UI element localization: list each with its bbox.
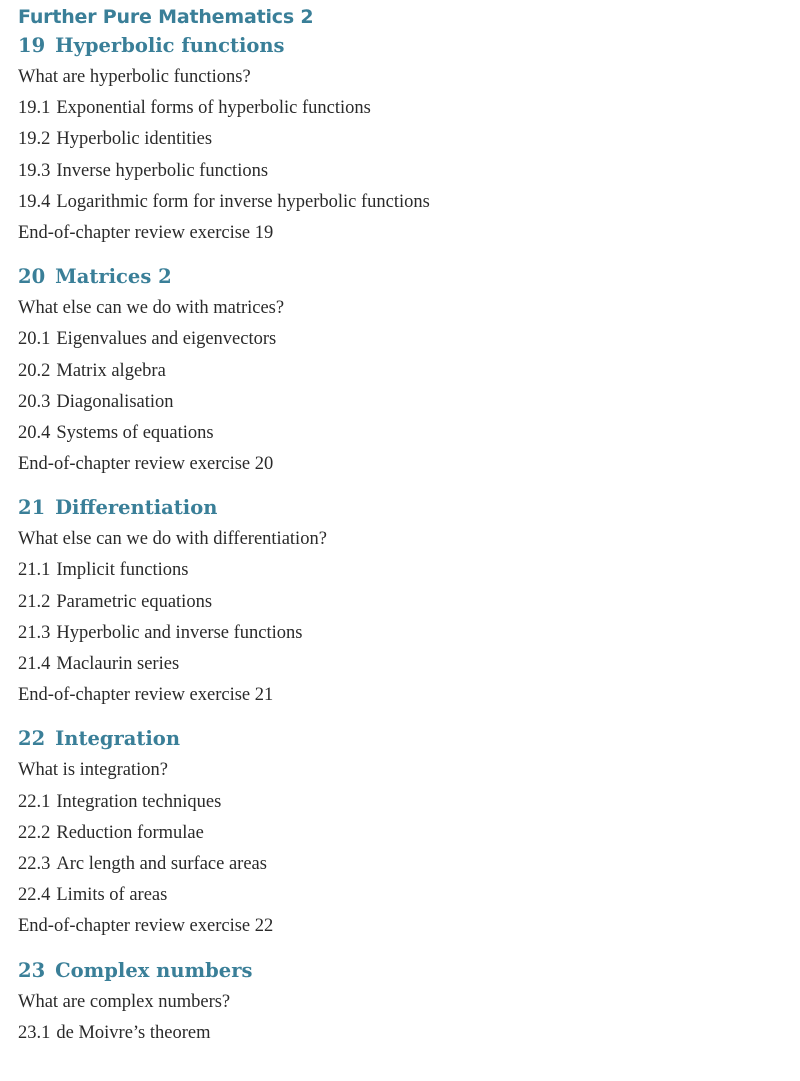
- section-title: Matrix algebra: [56, 360, 166, 381]
- chapter-intro[interactable]: What are complex numbers?: [18, 991, 231, 1012]
- section-entry[interactable]: [18, 1018, 788, 1049]
- chapter-list: [18, 30, 788, 1049]
- section-entry[interactable]: [18, 649, 788, 680]
- section-title: de Moivre’s theorem: [56, 1022, 211, 1043]
- section-title: Arc length and surface areas: [56, 853, 267, 874]
- section-entry[interactable]: [18, 387, 788, 418]
- section-entry[interactable]: [18, 93, 788, 124]
- section-title: Limits of areas: [56, 885, 168, 906]
- chapter-number: 21: [18, 496, 46, 520]
- section-entry[interactable]: [18, 818, 788, 849]
- section-number: 20.4: [18, 422, 51, 443]
- section-number: 20.1: [18, 329, 51, 350]
- section-title: Integration techniques: [56, 791, 222, 812]
- review-exercise[interactable]: End-of-chapter review exercise 21: [18, 685, 274, 706]
- section-title: Exponential forms of hyperbolic functions: [56, 98, 371, 119]
- review-exercise[interactable]: End-of-chapter review exercise 19: [18, 222, 274, 243]
- section-number: 22.2: [18, 822, 51, 843]
- chapter-spacer: [18, 249, 788, 261]
- chapter-heading[interactable]: [18, 492, 788, 524]
- chapter-number: 19: [18, 34, 46, 57]
- chapter-22: [18, 723, 788, 942]
- section-number: 19.4: [18, 191, 51, 212]
- section-title: Hyperbolic and inverse functions: [56, 622, 303, 643]
- section-number: 19.1: [18, 98, 51, 119]
- section-number: 20.3: [18, 391, 51, 412]
- section-number: 22.1: [18, 791, 51, 812]
- chapter-number: 23: [18, 958, 46, 982]
- section-number: 22.4: [18, 885, 51, 906]
- section-title: Eigenvalues and eigenvectors: [56, 329, 277, 350]
- section-entry[interactable]: [18, 618, 788, 649]
- chapter-intro[interactable]: What else can we do with matrices?: [18, 298, 285, 319]
- chapter-number: 22: [18, 727, 46, 751]
- chapter-title: Complex numbers: [55, 958, 253, 982]
- chapter-spacer: [18, 943, 788, 955]
- chapter-heading[interactable]: [18, 723, 788, 755]
- chapter-title: Integration: [55, 727, 180, 751]
- chapter-heading[interactable]: [18, 30, 788, 62]
- chapter-heading[interactable]: [18, 955, 788, 987]
- chapter-spacer: [18, 480, 788, 492]
- section-title: Reduction formulae: [56, 822, 204, 843]
- review-exercise[interactable]: End-of-chapter review exercise 22: [18, 916, 274, 937]
- section-number: 21.3: [18, 622, 51, 643]
- section-entry[interactable]: [18, 880, 788, 911]
- section-entry[interactable]: [18, 555, 788, 586]
- section-entry[interactable]: [18, 587, 788, 618]
- section-number: 21.2: [18, 591, 51, 612]
- chapter-title: Differentiation: [55, 496, 218, 520]
- section-title: Systems of equations: [56, 422, 214, 443]
- chapter-title: Matrices 2: [55, 265, 172, 289]
- section-entry[interactable]: [18, 787, 788, 818]
- chapter-intro[interactable]: What is integration?: [18, 760, 169, 781]
- section-title: Hyperbolic identities: [56, 129, 213, 150]
- chapter-intro[interactable]: What are hyperbolic functions?: [18, 67, 251, 87]
- book-title: Further Pure Mathematics 2: [18, 6, 314, 28]
- section-number: 23.1: [18, 1022, 51, 1043]
- section-entry[interactable]: [18, 849, 788, 880]
- chapter-title: Hyperbolic functions: [55, 34, 285, 57]
- section-entry[interactable]: [18, 156, 788, 187]
- section-title: Inverse hyperbolic functions: [56, 160, 269, 181]
- section-entry[interactable]: [18, 356, 788, 387]
- section-number: 19.3: [18, 160, 51, 181]
- section-entry[interactable]: [18, 187, 788, 218]
- section-entry[interactable]: [18, 418, 788, 449]
- chapter-19: [18, 30, 788, 249]
- section-number: 21.1: [18, 560, 51, 581]
- section-title: Parametric equations: [56, 591, 213, 612]
- table-of-contents: [18, 0, 788, 1049]
- section-title: Implicit functions: [56, 560, 189, 581]
- section-entry[interactable]: [18, 124, 788, 155]
- section-number: 20.2: [18, 360, 51, 381]
- chapter-intro[interactable]: What else can we do with differentiation?: [18, 529, 327, 550]
- section-title: Logarithmic form for inverse hyperbolic functions: [56, 191, 430, 212]
- chapter-number: 20: [18, 265, 46, 289]
- chapter-20: [18, 261, 788, 480]
- chapter-heading[interactable]: [18, 261, 788, 293]
- chapter-spacer: [18, 711, 788, 723]
- review-exercise[interactable]: End-of-chapter review exercise 20: [18, 454, 274, 475]
- chapter-21: [18, 492, 788, 711]
- section-entry[interactable]: [18, 324, 788, 355]
- chapter-23: [18, 955, 788, 1049]
- section-title: Diagonalisation: [56, 391, 174, 412]
- section-number: 21.4: [18, 654, 51, 674]
- section-title: Maclaurin series: [56, 654, 180, 674]
- section-number: 22.3: [18, 853, 51, 874]
- section-number: 19.2: [18, 129, 51, 150]
